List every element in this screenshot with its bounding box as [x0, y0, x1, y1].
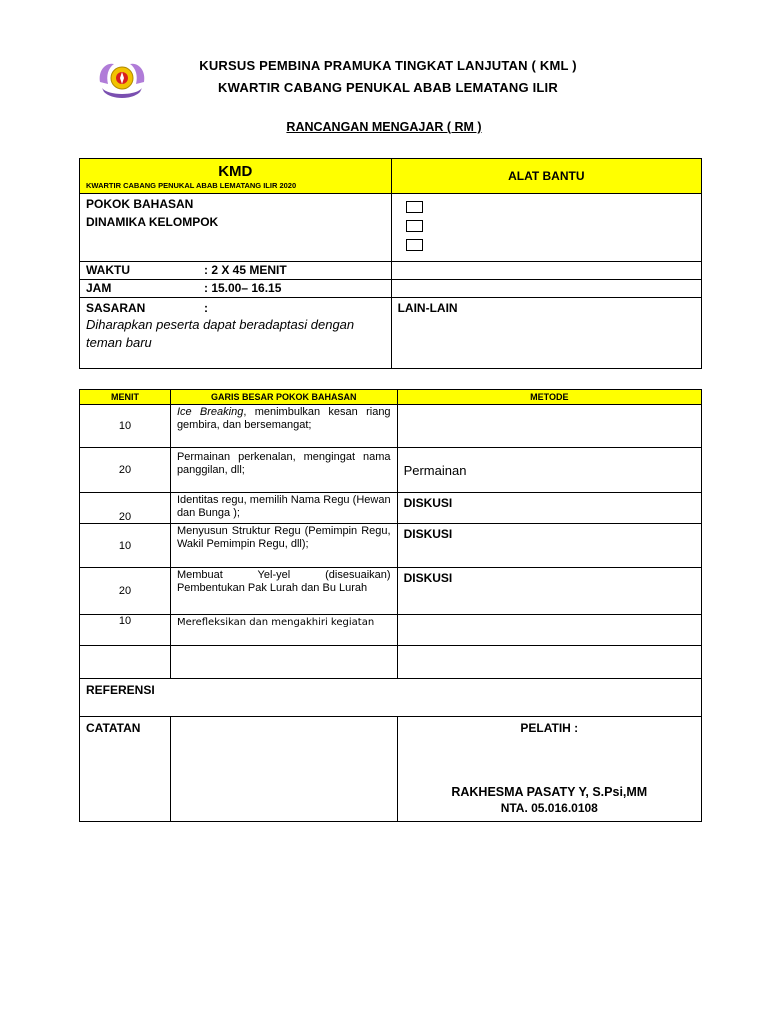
row-metode	[397, 405, 701, 448]
header-line-1: KURSUS PEMBINA PRAMUKA TINGKAT LANJUTAN ( KML )	[199, 58, 577, 73]
alat-bantu-checklist	[391, 194, 701, 262]
kmd-cell	[80, 159, 392, 194]
ice-breaking-text: Ice Breaking	[176, 406, 244, 418]
table-row	[80, 615, 702, 646]
checkbox-1[interactable]	[406, 201, 423, 213]
row-desc: Identitas regu, memilih Nama Regu (Hewan dan Bunga );	[170, 493, 397, 524]
jam-cell	[80, 280, 392, 298]
info-table	[79, 158, 702, 369]
document-title-text: RANCANGAN MENGAJAR ( RM )	[286, 120, 482, 134]
pokok-bahasan-label: POKOK BAHASAN	[86, 197, 194, 211]
row-metode: DISKUSI	[397, 493, 701, 524]
pokok-bahasan-value: DINAMIKA KELOMPOK	[86, 215, 219, 229]
row-menit: 10	[80, 405, 171, 448]
checkbox-2[interactable]	[406, 220, 423, 232]
plan-table	[79, 389, 702, 822]
referensi-label: REFERENSI	[80, 679, 702, 717]
waktu-value: : 2 X 45 MENIT	[204, 263, 287, 277]
pelatih-cell	[397, 717, 701, 822]
table-row-empty	[80, 646, 702, 679]
waktu-cell	[80, 262, 392, 280]
scout-emblem-icon	[94, 56, 150, 102]
alat-bantu-header: ALAT BANTU	[391, 159, 701, 194]
row-metode: Permainan	[397, 448, 701, 493]
header-metode: METODE	[397, 390, 701, 405]
empty-cell	[397, 646, 701, 679]
header-menit: MENIT	[80, 390, 171, 405]
sasaran-text: Diharapkan peserta dapat beradaptasi dengan teman baru	[86, 317, 355, 350]
sasaran-cell	[80, 298, 392, 369]
header-garis-besar: GARIS BESAR POKOK BAHASAN	[170, 390, 397, 405]
row-menit: 20	[80, 448, 171, 493]
row-desc	[170, 405, 397, 448]
row-menit: 20	[80, 568, 171, 615]
row-menit: 10	[80, 524, 171, 568]
sasaran-header	[80, 298, 391, 316]
pelatih-nta: NTA. 05.016.0108	[500, 801, 598, 815]
table-row	[80, 405, 702, 448]
catatan-label: CATATAN	[80, 717, 171, 822]
kmd-subtitle: KWARTIR CABANG PENUKAL ABAB LEMATANG ILIR 2020	[86, 181, 297, 190]
row-metode: DISKUSI	[397, 568, 701, 615]
table-row	[80, 448, 702, 493]
lain-lain-label: LAIN-LAIN	[391, 298, 701, 369]
catatan-content	[170, 717, 397, 822]
sasaran-label: SASARAN	[86, 301, 146, 315]
row-metode	[397, 615, 701, 646]
pelatih-label: PELATIH :	[520, 721, 579, 735]
jam-label: JAM	[86, 281, 112, 295]
jam-value: : 15.00– 16.15	[204, 281, 282, 295]
sasaran-colon: :	[204, 301, 208, 315]
row-desc: Menyusun Struktur Regu (Pemimpin Regu, Wakil Pemimpin Regu, dll);	[170, 524, 397, 568]
row-desc: Merefleksikan dan mengakhiri kegiatan	[170, 615, 397, 646]
header-line-2: KWARTIR CABANG PENUKAL ABAB LEMATANG ILIR	[218, 80, 558, 95]
row-desc-text: , menimbulkan kesan riang gembira, dan bersemangat;	[176, 406, 391, 431]
waktu-right-cell	[391, 262, 701, 280]
kmd-title: KMD	[218, 163, 253, 180]
document-title	[0, 120, 768, 134]
empty-cell	[170, 646, 397, 679]
checkbox-3[interactable]	[406, 239, 423, 251]
jam-right-cell	[391, 280, 701, 298]
pokok-bahasan-cell	[80, 194, 392, 262]
pelatih-name: RAKHESMA PASATY Y, S.Psi,MM	[451, 785, 648, 799]
table-row	[80, 568, 702, 615]
row-desc: Membuat Yel-yel (disesuaikan) Pembentukan Pak Lurah dan Bu Lurah	[170, 568, 397, 615]
row-menit: 20	[80, 493, 171, 524]
row-desc: Permainan perkenalan, mengingat nama panggilan, dll;	[170, 448, 397, 493]
table-row	[80, 524, 702, 568]
row-menit: 10	[80, 615, 171, 646]
waktu-label: WAKTU	[86, 263, 130, 277]
row-metode: DISKUSI	[397, 524, 701, 568]
empty-cell	[80, 646, 171, 679]
table-row	[80, 493, 702, 524]
